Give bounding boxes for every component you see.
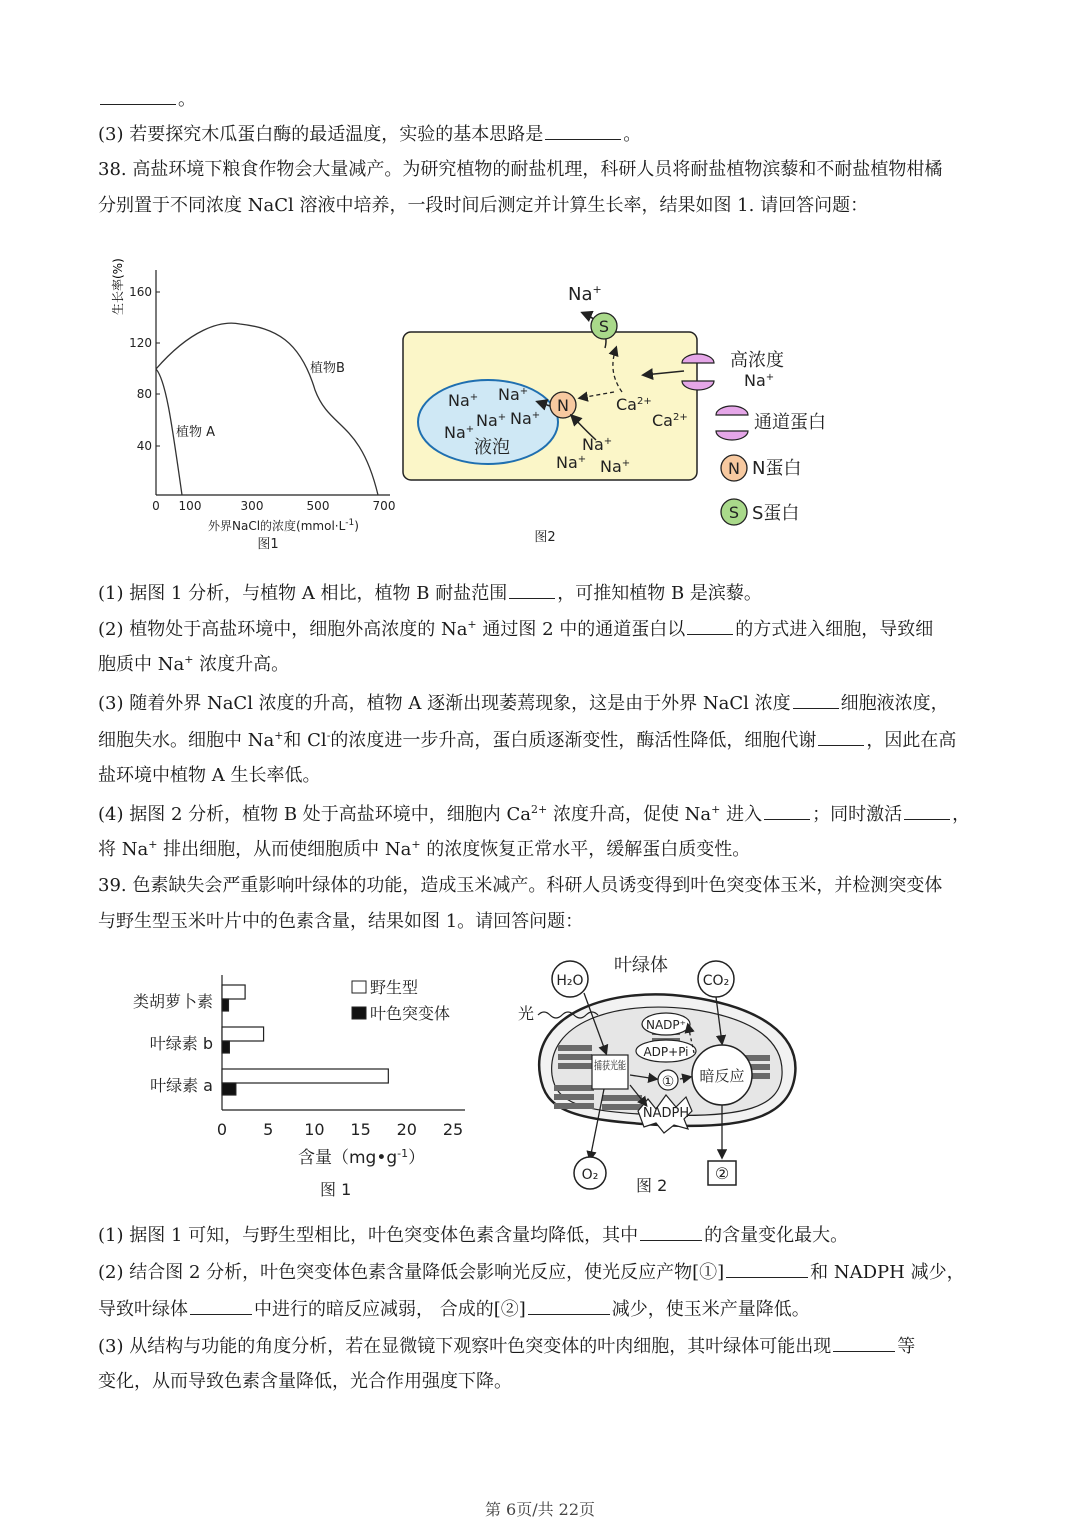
na-label: Na — [448, 391, 470, 410]
svg-text:H₂O: H₂O — [556, 973, 584, 989]
answer-blank[interactable] — [764, 801, 810, 820]
svg-text:Na+: Na+ — [744, 371, 775, 390]
cell-diagram — [400, 280, 840, 555]
question-39-1: (1) 据图 1 可知，与野生型相比，叶色突变体色素含量均降低，其中 的含量变化最大。 — [98, 1222, 848, 1248]
question-37-3: (3) 若要探究木瓜蛋白酶的最适温度，实验的基本思路是 。 — [98, 121, 641, 147]
na-label: Na — [744, 371, 766, 390]
bar-mutant — [222, 999, 228, 1011]
answer-blank[interactable] — [100, 86, 176, 105]
x-axis-label-sup: -1 — [345, 518, 355, 528]
question-39-stem: 39. 色素缺失会严重影响叶绿体的功能，造成玉米减产。科研人员诱变得到叶色突变体玉米，并检测突变体 — [98, 875, 943, 896]
na-label: Na — [556, 453, 578, 472]
nadph-label: NADPH — [642, 1106, 690, 1121]
curve-plant-b-label: 植物B — [310, 361, 345, 376]
svg-text:CO₂: CO₂ — [702, 973, 730, 989]
question-38-stem: 分别置于不同浓度 NaCl 溶液中培养，一段时间后测定并计算生长率，结果如图 1. 请回答问题： — [98, 195, 869, 216]
x-axis-label: 含量（mg•g — [298, 1148, 398, 1168]
answer-blank[interactable] — [528, 1296, 610, 1315]
chloroplast-diagram — [510, 945, 810, 1205]
answer-blank[interactable] — [190, 1296, 252, 1315]
svg-text:Na+: Na+ — [556, 453, 587, 472]
category-label: 叶绿素 b — [149, 1034, 213, 1053]
na-label: Na — [582, 435, 604, 454]
question-38-stem: 38. 高盐环境下粮食作物会大量减产。为研究植物的耐盐机理，科研人员将耐盐植物滨藜和不耐盐植物柑橘 — [98, 159, 943, 180]
question-38-2-cont: 胞质中 Na+ 浓度升高。 — [98, 653, 290, 675]
legend-mutant-label: 叶色突变体 — [370, 1004, 451, 1023]
question-38-1: (1) 据图 1 分析，与植物 A 相比，植物 B 耐盐范围 ，可推知植物 B 是滨藜。 — [98, 580, 762, 606]
svg-text:外界NaCl的浓度(mmol·L-1) — [208, 518, 359, 533]
answer-blank[interactable] — [545, 121, 621, 140]
svg-text:Na+: Na+ — [448, 391, 479, 410]
answer-line-end: 。 — [98, 86, 196, 112]
legend-wild-swatch — [352, 981, 366, 993]
figure-caption: 图2 — [534, 530, 556, 545]
svg-text:Na+: Na+ — [498, 385, 529, 404]
bar-wild-type — [222, 1069, 388, 1083]
legend-n-label: N蛋白 — [752, 458, 802, 479]
y-tick-label: 120 — [129, 336, 152, 350]
figure-caption: 图 1 — [320, 1180, 352, 1199]
x-tick-label: 0 — [216, 1120, 228, 1139]
bar-mutant — [222, 1083, 236, 1095]
page-footer: 第 6页/共 22页 — [484, 1500, 596, 1519]
question-38-3-cont: 细胞失水。细胞中 Na+和 Cl-的浓度进一步升高，蛋白质逐渐变性，酶活性降低，细胞代谢 ，因此在高 — [98, 729, 957, 751]
question-39-stem: 与野生型玉米叶片中的色素含量，结果如图 1。请回答问题： — [98, 911, 584, 932]
x-axis-label-end: ) — [354, 519, 359, 533]
answer-blank[interactable] — [904, 801, 950, 820]
legend-wild-label: 野生型 — [370, 978, 419, 997]
question-38-4-cont: 将 Na+ 排出细胞，从而使细胞质中 Na+ 的浓度恢复正常水平，缓解蛋白质变性。 — [98, 838, 751, 860]
x-axis-label: 外界NaCl的浓度(mmol·L — [208, 519, 346, 533]
x-tick-label: 5 — [263, 1120, 274, 1139]
na-label: Na — [476, 411, 498, 430]
svg-text:ADP+Pi: ADP+Pi — [643, 1045, 689, 1059]
answer-blank[interactable] — [726, 1259, 808, 1278]
svg-text:暗反应: 暗反应 — [699, 1067, 745, 1085]
svg-text:NADP⁺: NADP⁺ — [646, 1018, 686, 1032]
x-tick-label: 0 — [152, 499, 160, 513]
question-38-2: (2) 植物处于高盐环境中，细胞外高浓度的 Na+ 通过图 2 中的通道蛋白以 的方式进入细胞，导致细 — [98, 618, 934, 640]
curve-plant-b — [156, 323, 378, 495]
legend-channel-icon — [716, 406, 748, 440]
svg-text:①: ① — [661, 1074, 675, 1090]
svg-text:Na+: Na+ — [582, 435, 613, 454]
capture-light-label: 捕获光能 — [594, 1059, 638, 1072]
question-39-2: (2) 结合图 2 分析，叶色突变体色素含量降低会影响光反应，使光反应产物[①] 和 NADPH 减少， — [98, 1259, 965, 1285]
x-tick-label: 300 — [240, 499, 264, 513]
bar-mutant — [222, 1041, 229, 1053]
answer-blank[interactable] — [687, 616, 733, 635]
x-tick-label: 10 — [304, 1120, 325, 1139]
ca-label: Ca — [616, 395, 637, 414]
bar-wild-type — [222, 985, 245, 999]
pigment-bar-chart — [120, 965, 500, 1205]
x-axis-label-sup: -1 — [397, 1147, 409, 1160]
svg-text:O₂: O₂ — [581, 1167, 599, 1183]
vacuole-label: 液泡 — [474, 437, 510, 458]
na-label: Na — [498, 385, 520, 404]
na-label: Na — [600, 457, 622, 476]
legend-channel-label: 通道蛋白 — [754, 412, 826, 433]
y-axis-label: 生长率(%) — [111, 258, 125, 315]
na-label: Na — [510, 409, 532, 428]
svg-text:Na+: Na+ — [510, 409, 541, 428]
growth-rate-chart — [100, 240, 400, 560]
x-tick-label: 25 — [442, 1120, 464, 1139]
x-tick-label: 15 — [350, 1120, 371, 1139]
svg-text:N: N — [728, 459, 740, 478]
curve-plant-a-label: 植物 A — [176, 425, 216, 440]
svg-text:②: ② — [714, 1164, 730, 1183]
x-tick-label: 500 — [306, 499, 330, 513]
legend-mutant-swatch — [352, 1007, 366, 1019]
y-tick-label: 80 — [136, 387, 152, 401]
question-39-2-cont: 导致叶绿体 中进行的暗反应减弱， 合成的[②] 减少，使玉米产量降低。 — [98, 1296, 810, 1322]
question-38-4: (4) 据图 2 分析，植物 B 处于高盐环境中，细胞内 $Ca^{2+}$ 浓度升高，促使 Na+ 进入 ；同时激活 ， — [98, 803, 971, 825]
y-tick-label: 40 — [136, 439, 152, 453]
category-label: 类胡萝卜素 — [132, 992, 213, 1011]
figure-caption: 图 2 — [636, 1176, 668, 1195]
ca-label: Ca — [652, 411, 673, 430]
x-axis-label-end: ） — [408, 1148, 426, 1168]
answer-blank[interactable] — [793, 690, 839, 709]
svg-text:Na+: Na+ — [476, 411, 507, 430]
na-label: Na — [444, 423, 466, 442]
svg-text:Ca2+: $Ca^{2+}$ — [616, 395, 652, 414]
bar-wild-type — [222, 1027, 264, 1041]
x-tick-label: 700 — [372, 499, 396, 513]
chloroplast-title: 叶绿体 — [614, 955, 668, 976]
answer-blank[interactable] — [640, 1222, 702, 1241]
question-39-3: (3) 从结构与功能的角度分析，若在显微镜下观察叶色突变体的叶肉细胞，其叶绿体可能出现 等 — [98, 1333, 915, 1359]
answer-blank[interactable] — [818, 727, 864, 746]
y-tick-label: 160 — [129, 285, 152, 299]
x-tick-label: 20 — [396, 1120, 417, 1139]
na-out-label: Na+ — [568, 283, 602, 305]
x-tick-label: 100 — [178, 499, 202, 513]
question-38-3-cont: 盐环境中植物 A 生长率低。 — [98, 765, 321, 786]
figure-caption: 图1 — [257, 537, 279, 552]
answer-blank[interactable] — [833, 1333, 895, 1352]
svg-text:Na+: Na+ — [444, 423, 475, 442]
question-39-3-cont: 变化，从而导致色素含量降低，光合作用强度下降。 — [98, 1371, 512, 1392]
svg-text:Ca2+: $Ca^{2+}$ — [652, 411, 688, 430]
s-protein-label: S — [598, 317, 610, 336]
answer-blank[interactable] — [509, 580, 555, 599]
legend-s-label: S蛋白 — [752, 503, 800, 524]
svg-text:含量（mg•g-1） — [298, 1147, 425, 1168]
question-38-3: (3) 随着外界 NaCl 浓度的升高，植物 A 逐渐出现萎蔫现象，这是由于外界 NaCl 浓度 细胞液浓度， — [98, 690, 949, 716]
n-protein-label: N — [557, 396, 569, 415]
svg-text:Na+: Na+ — [600, 457, 631, 476]
light-label: 光 — [518, 1004, 535, 1023]
category-label: 叶绿素 a — [150, 1076, 213, 1095]
svg-text:S: S — [728, 503, 740, 522]
high-conc-label: 高浓度 — [730, 350, 784, 371]
